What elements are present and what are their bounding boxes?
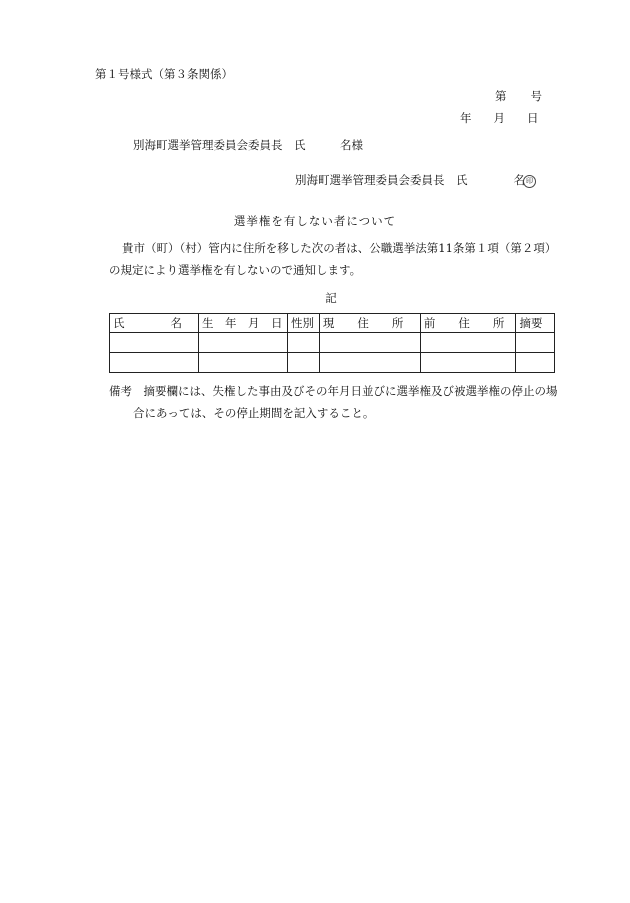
header-previous-address: 前 住 所 bbox=[420, 314, 516, 333]
table-header-row bbox=[110, 314, 555, 333]
table-cell bbox=[110, 333, 199, 353]
sender-name: 別海町選挙管理委員会委員長 氏 名 bbox=[295, 173, 525, 187]
ki-heading: 記 bbox=[325, 291, 337, 305]
table-cell bbox=[516, 333, 555, 353]
header-remarks: 摘要 bbox=[516, 314, 555, 333]
seal-mark: 印 bbox=[523, 175, 536, 188]
number-prefix: 第 bbox=[495, 89, 507, 103]
table-cell bbox=[287, 333, 319, 353]
body-text-line-2: の規定により選挙権を有しないので通知します。 bbox=[109, 263, 362, 277]
table-cell bbox=[420, 333, 516, 353]
records-table bbox=[109, 313, 555, 373]
date-month: 月 bbox=[493, 111, 505, 125]
addressee: 別海町選挙管理委員会委員長 氏 名様 bbox=[133, 138, 363, 152]
table-cell bbox=[110, 353, 199, 373]
table-cell bbox=[516, 353, 555, 373]
body-text-line-1: 貴市（町）（村）管内に住所を移した次の者は、公職選挙法第11条第１項（第２項） bbox=[122, 241, 557, 255]
table-row bbox=[110, 333, 555, 353]
header-sex: 性別 bbox=[287, 314, 319, 333]
table-row bbox=[110, 353, 555, 373]
table-cell bbox=[420, 353, 516, 373]
form-number-label: 第１号様式（第３条関係） bbox=[95, 67, 233, 81]
document-title: 選挙権を有しない者について bbox=[233, 214, 397, 228]
number-suffix: 号 bbox=[530, 89, 542, 103]
header-name: 氏 名 bbox=[110, 314, 199, 333]
remarks-note-line-2: 合にあっては、その停止期間を記入すること。 bbox=[133, 406, 375, 420]
document-number-line bbox=[495, 88, 542, 104]
table-cell bbox=[198, 333, 287, 353]
date-day: 日 bbox=[527, 111, 539, 125]
date-line bbox=[460, 110, 539, 126]
date-year: 年 bbox=[460, 111, 472, 125]
sender bbox=[295, 172, 536, 188]
remarks-note-line-1: 備考 摘要欄には、失権した事由及びその年月日並びに選挙権及び被選挙権の停止の場 bbox=[109, 384, 558, 398]
table-cell bbox=[287, 353, 319, 373]
table-cell bbox=[319, 333, 420, 353]
header-birthdate: 生 年 月 日 bbox=[198, 314, 287, 333]
table-cell bbox=[319, 353, 420, 373]
table-cell bbox=[198, 353, 287, 373]
header-current-address: 現 住 所 bbox=[319, 314, 420, 333]
